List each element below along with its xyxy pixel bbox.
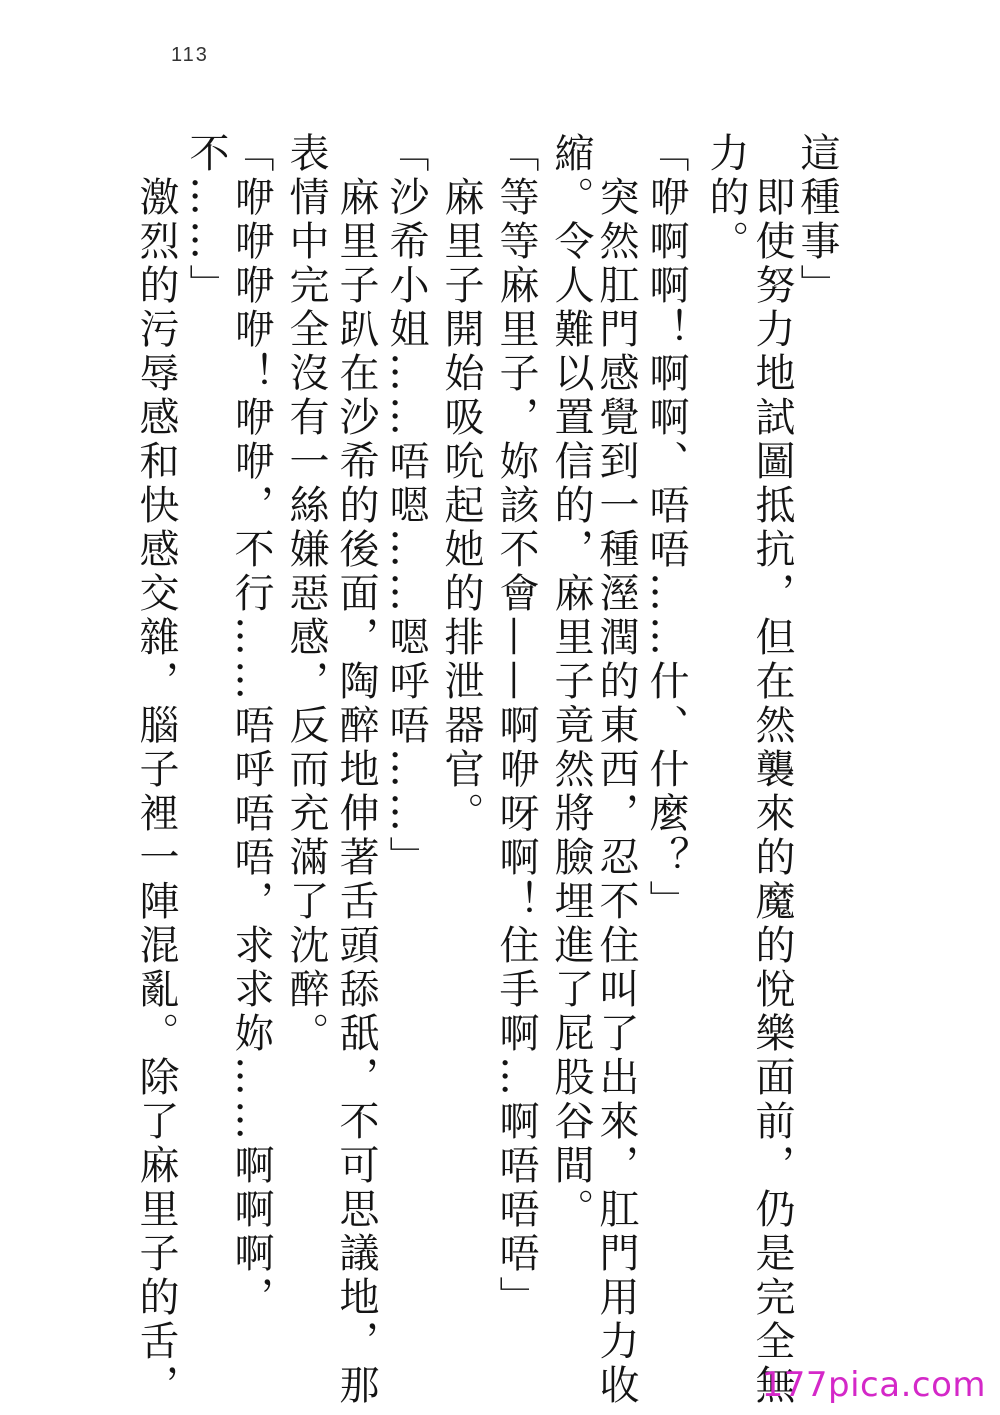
text-column: 「沙希小姐……唔嗯……嗯呼唔……」 xyxy=(383,132,429,880)
text-column: 「咿咿咿咿！咿咿，不行……唔呼唔唔，求求妳……啊啊啊， xyxy=(228,132,274,1320)
text-column: 力的。 xyxy=(703,132,749,264)
text-column: 麻里子開始吸吮起她的排泄器官。 xyxy=(438,132,484,836)
text-column: 「咿啊啊！啊啊、唔唔……什、什麼？」 xyxy=(643,132,689,924)
text-column: 即使努力地試圖抵抗，但在然襲來的魔的悅樂面前，仍是完全無 xyxy=(749,132,795,1408)
text-column: 表情中完全沒有一絲嫌惡感，反而充滿了沈醉。 xyxy=(283,132,329,1056)
page-number: 113 xyxy=(171,44,209,66)
text-column: 「等等麻里子，妳該不會——啊咿呀啊！住手啊…啊唔唔唔」 xyxy=(493,132,539,1320)
text-column: 不……」 xyxy=(183,132,229,308)
text-column: 麻里子趴在沙希的後面，陶醉地伸著舌頭舔舐，不可思議地，那 xyxy=(333,132,379,1408)
watermark-text: 177pica.com xyxy=(761,1365,986,1405)
text-column: 突然肛門感覺到一種溼潤的東西，忍不住叫了出來，肛門用力收 xyxy=(593,132,639,1408)
text-column: 縮。令人難以置信的，麻里子竟然將臉埋進了屁股谷間。 xyxy=(548,132,594,1232)
text-column: 激烈的污辱感和快感交雜，腦子裡一陣混亂。除了麻里子的舌， xyxy=(133,132,179,1408)
text-column: 這種事」 xyxy=(794,132,840,308)
